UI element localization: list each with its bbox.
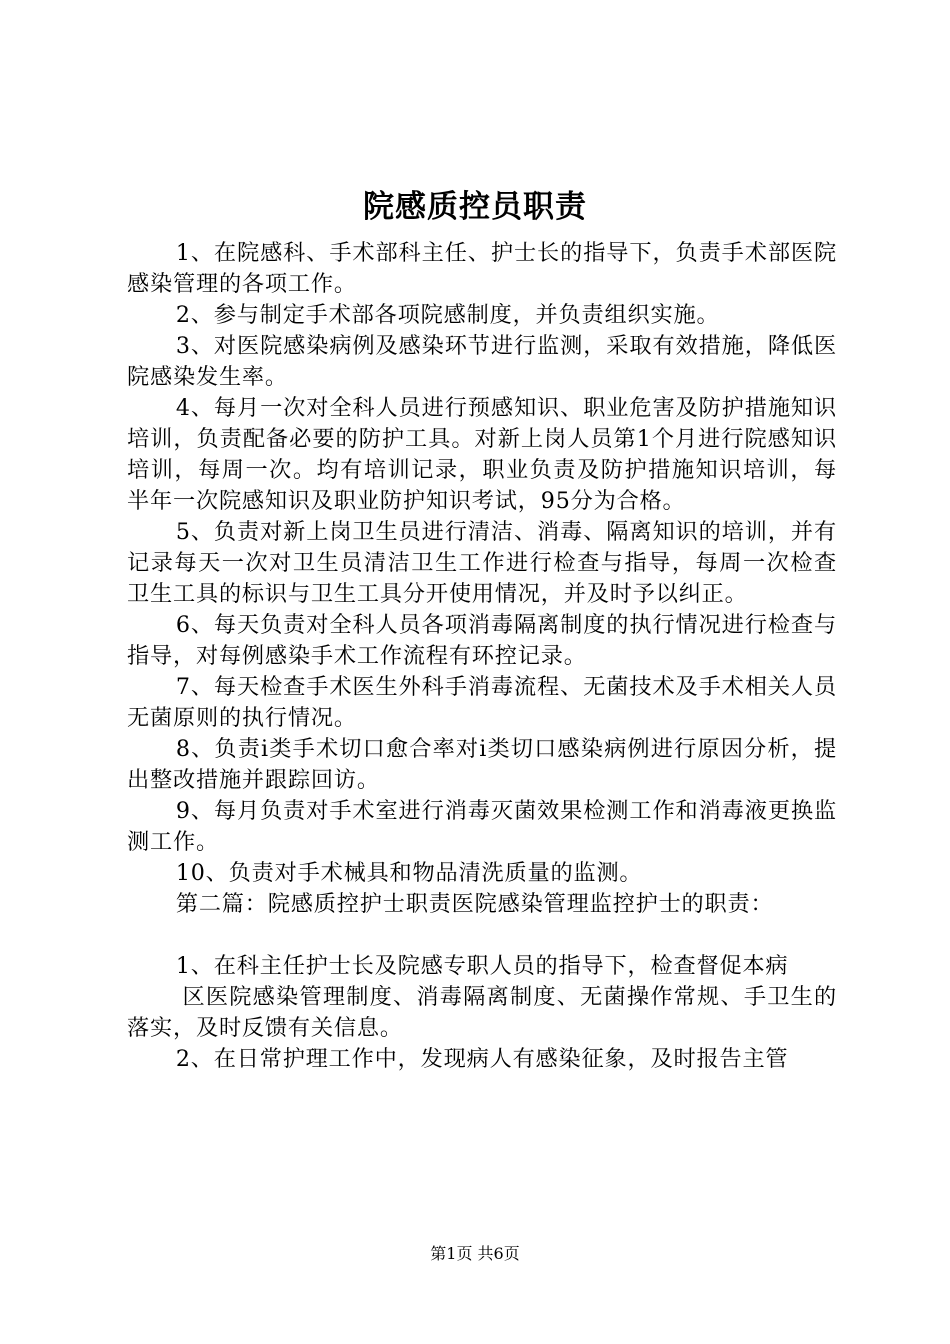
document-body [127,238,837,1075]
section-heading: 第二篇：院感质控护士职责医院感染管理监控护士的职责： [175,891,774,917]
paragraph-9: 9、每月负责对手术室进行消毒灭菌效果检测工作和消毒液更换监测工作。 [127,798,837,855]
paragraph-2: 2、参与制定手术部各项院感制度，并负责组织实施。 [175,302,720,328]
paragraph-11: 1、在科主任护士长及院感专职人员的指导下，检查督促本病 [175,953,789,979]
page-number: 第1页 共6页 [430,1244,520,1263]
paragraph-3: 3、对医院感染病例及感染环节进行监测，采取有效措施，降低医院感染发生率。 [127,333,837,390]
paragraph-4: 4、每月一次对全科人员进行预感知识、职业危害及防护措施知识培训，负责配备必要的防护工具。对新上岗人员第1个月进行院感知识培训，每周一次。均有培训记录，职业负责及防护措施知识培训，每半年一次院感知识及职业防护知识考试，95分为合格。 [127,395,837,514]
paragraph-5: 5、负责对新上岗卫生员进行清洁、消毒、隔离知识的培训，并有记录每天一次对卫生员清洁卫生工作进行检查与指导，每周一次检查卫生工具的标识与卫生工具分开使用情况，并及时予以纠正。 [127,519,837,607]
paragraph-6: 6、每天负责对全科人员各项消毒隔离制度的执行情况进行检查与指导，对每例感染手术工作流程有环控记录。 [127,612,837,669]
document-title: 院感质控员职责 [363,189,587,225]
paragraph-1: 1、在院感科、手术部科主任、护士长的指导下，负责手术部医院感染管理的各项工作。 [127,240,837,297]
paragraph-12: 区医院感染管理制度、消毒隔离制度、无菌操作常规、手卫生的落实，及时反馈有关信息。 [127,984,837,1041]
paragraph-8: 8、负责ⅰ类手术切口愈合率对ⅰ类切口感染病例进行原因分析，提出整改措施并跟踪回访。 [127,736,837,793]
paragraph-13: 2、在日常护理工作中，发现病人有感染征象，及时报告主管 [175,1046,789,1072]
paragraph-7: 7、每天检查手术医生外科手消毒流程、无菌技术及手术相关人员无菌原则的执行情况。 [127,674,837,731]
paragraph-10: 10、负责对手术械具和物品清洗质量的监测。 [175,860,643,886]
